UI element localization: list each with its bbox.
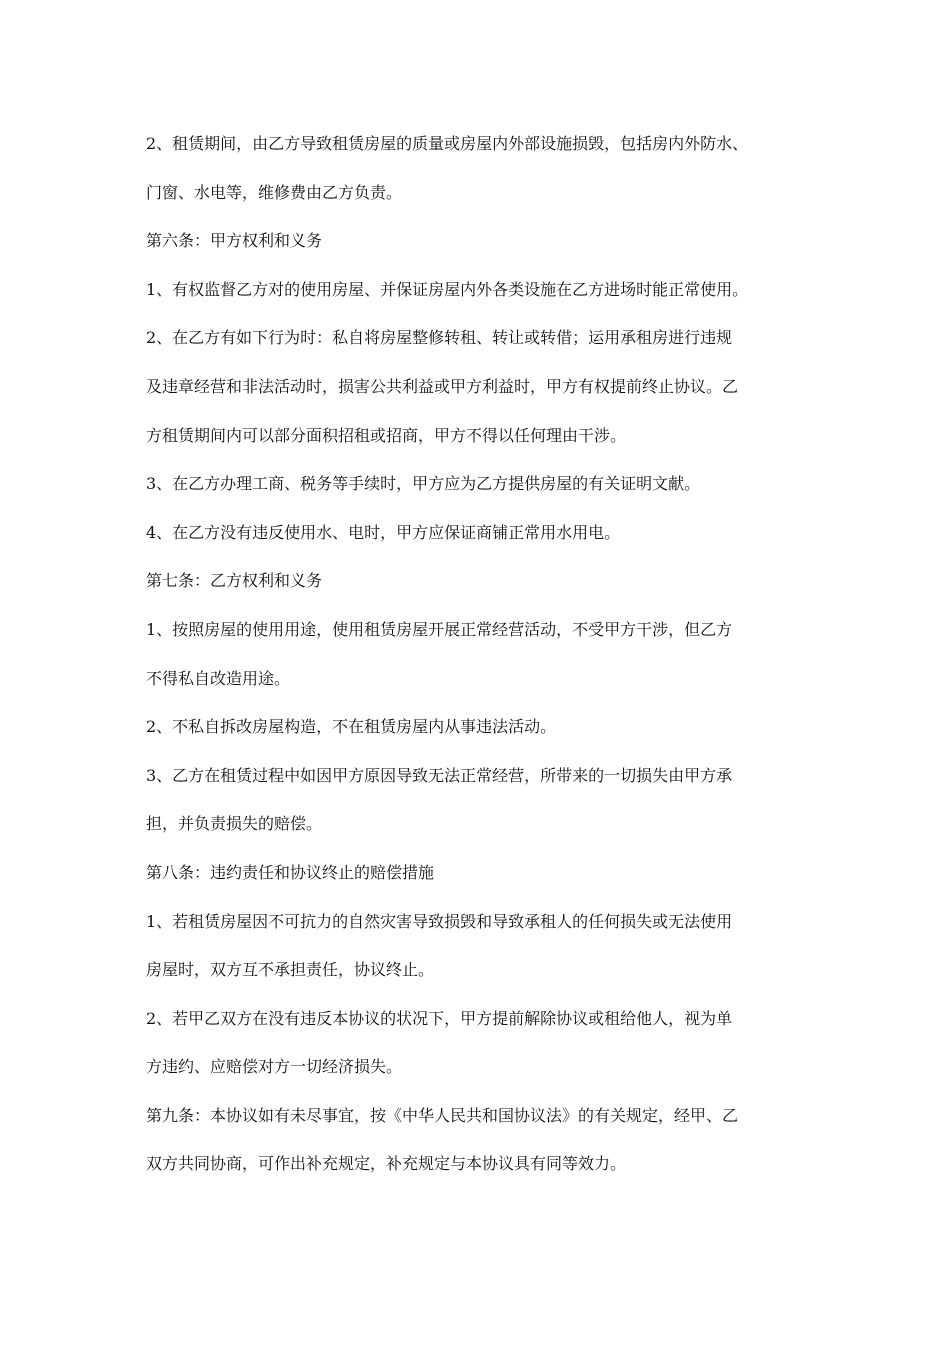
section-heading: 第七条：乙方权利和义务 [146,571,323,591]
text-line: 1、按照房屋的使用用途，使用租赁房屋开展正常经营活动，不受甲方干涉，但乙方 [146,619,733,639]
text-line: 门窗、水电等，维修费由乙方负责。 [146,182,403,202]
section-heading: 第六条：甲方权利和义务 [146,231,323,251]
section-heading: 第八条：违约责任和协议终止的赔偿措施 [146,862,435,882]
text-line: 2、在乙方有如下行为时：私自将房屋整修转租、转让或转借；运用承租房进行违规 [146,328,733,348]
text-line: 2、租赁期间，由乙方导致租赁房屋的质量或房屋内外部设施损毁，包括房内外防水、 [146,134,749,153]
text-line: 2、不私自拆改房屋构造，不在租赁房屋内从事违法活动。 [146,717,557,737]
text-line: 担，并负责损失的赔偿。 [146,814,323,834]
text-line: 1、有权监督乙方对的使用房屋、并保证房屋内外各类设施在乙方进场时能正常使用。 [146,279,749,299]
text-line: 3、在乙方办理工商、税务等手续时，甲方应为乙方提供房屋的有关证明文献。 [146,474,701,494]
text-line: 4、在乙方没有违反使用水、电时，甲方应保证商铺正常用水用电。 [146,522,621,542]
text-line: 方租赁期间内可以部分面积招租或招商，甲方不得以任何理由干涉。 [146,425,627,445]
text-line: 房屋时，双方互不承担责任，协议终止。 [146,960,435,980]
text-line: 不得私自改造用途。 [146,668,291,688]
text-line: 2、若甲乙双方在没有违反本协议的状况下，甲方提前解除协议或租给他人，视为单 [146,1008,733,1028]
text-line: 双方共同协商，可作出补充规定，补充规定与本协议具有同等效力。 [146,1154,627,1174]
section-heading: 第九条：本协议如有未尽事宜，按《中华人民共和国协议法》的有关规定，经甲、乙 [146,1105,739,1125]
document-body [146,120,806,1189]
text-line: 3、乙方在租赁过程中如因甲方原因导致无法正常经营，所带来的一切损失由甲方承 [146,765,733,785]
text-line: 及违章经营和非法活动时，损害公共利益或甲方利益时，甲方有权提前终止协议。乙 [146,376,739,396]
text-line: 方违约、应赔偿对方一切经济损失。 [146,1057,403,1077]
text-line: 1、若租赁房屋因不可抗力的自然灾害导致损毁和导致承租人的任何损失或无法使用 [146,911,733,931]
